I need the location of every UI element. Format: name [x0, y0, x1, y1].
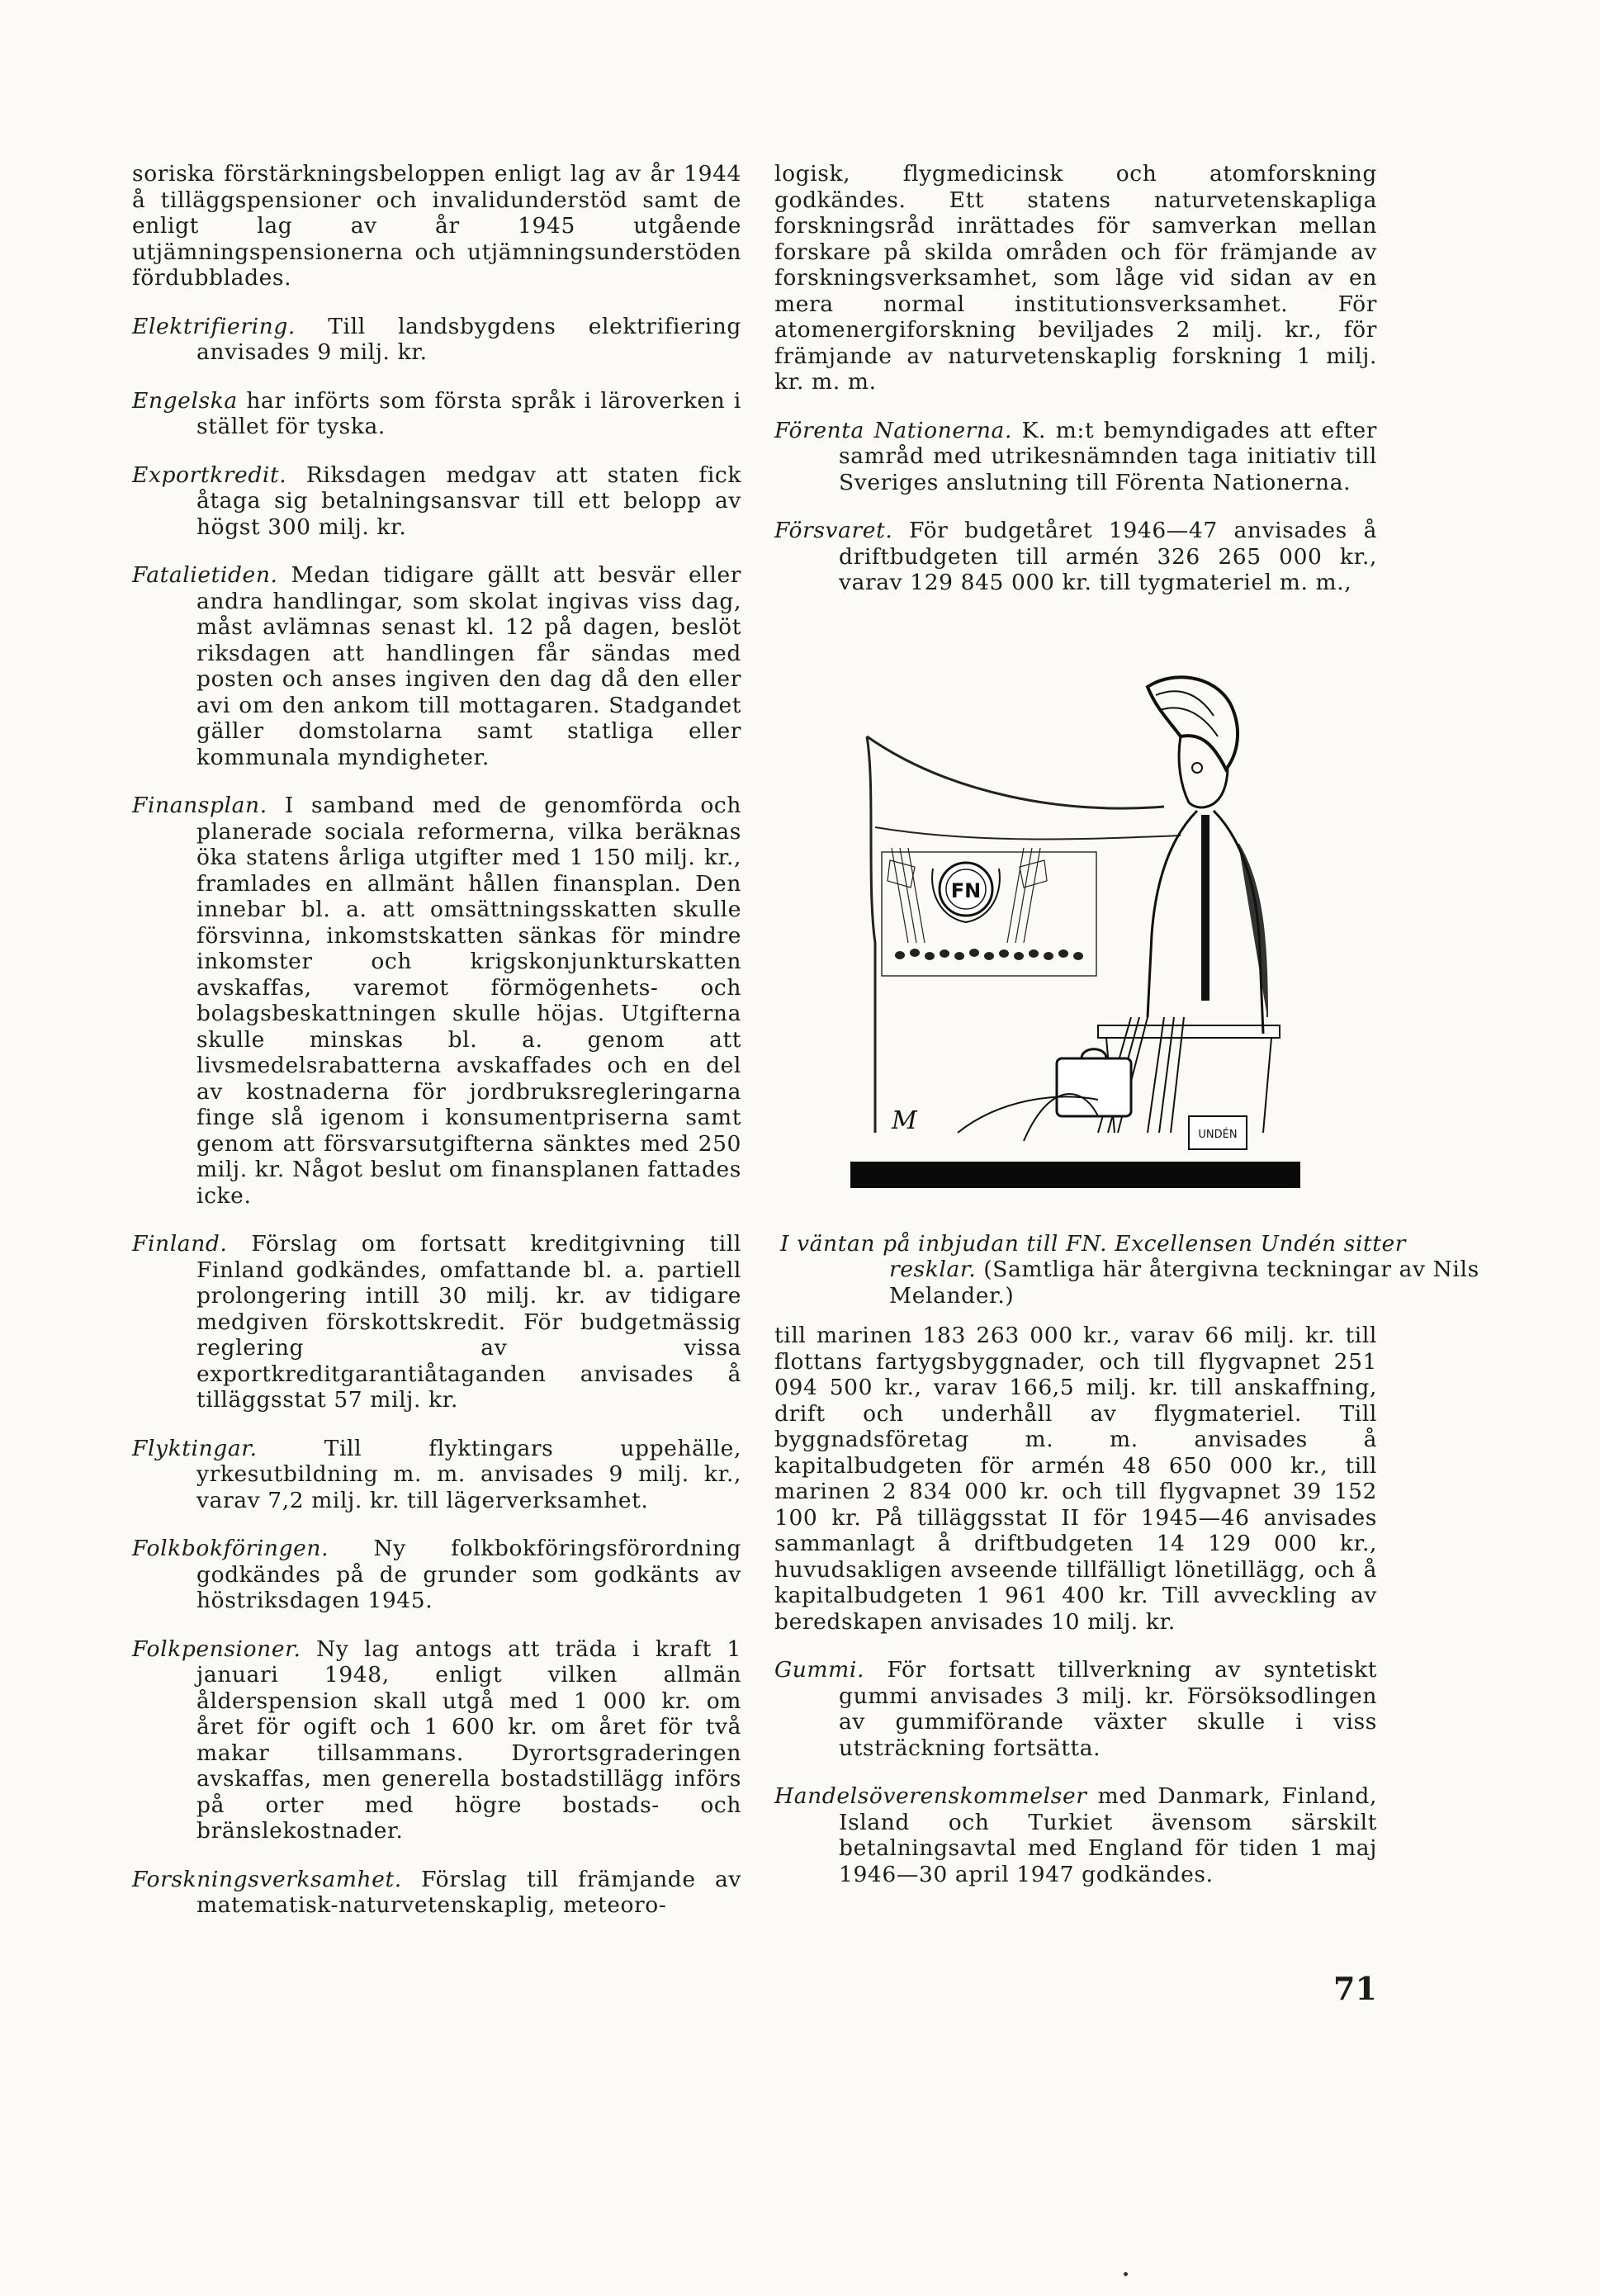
entry-text: K. m:t bemyndigades att efter samråd med utrikesnämnden taga initiativ till Sveriges anslutning till Förenta Nationerna.: [839, 417, 1377, 495]
entry-fatalietiden: [132, 562, 741, 770]
entry-text: Förslag om fortsatt kreditgivning till Finland godkändes, omfattande bl. a. partiell prolongering intill 30 milj. kr. av tidigare medgiven förskottskredit. För budgetmässig reglering av vissa exportkreditgarantiåtaganden anvisades å tilläggsstat 57 milj. kr.: [196, 1231, 741, 1413]
entry-keyword: Exportkredit.: [132, 462, 287, 488]
entry-text: Till landsbygdens elektrifiering anvisades 9 milj. kr.: [196, 313, 741, 365]
entry-forsvaret: [774, 518, 1377, 596]
left-column: [132, 161, 741, 1941]
entry-gummi: [774, 1657, 1377, 1761]
caption-italic: I väntan på inbjudan till FN. Excellensen Undén sitter resklar.: [780, 1230, 1407, 1282]
entry-text: har införts som första språk i läroverken i stället för tyska.: [196, 387, 741, 439]
entry-text: Medan tidigare gällt att besvär eller andra handlingar, som skolat ingivas viss dag, måst avlämnas senast kl. 12 på dagen, beslöt riksdagen att handlingen får sändas med posten och anses ingiven den dag då den eller avi om den ankom till mottagaren. Stadgandet gäller domstolarna samt statliga eller kommunala myndigheter.: [196, 562, 741, 770]
entry-text: med Danmark, Finland, Island och Turkiet ävensom särskilt betalningsavtal med England för tiden 1 maj 1946—30 april 1947 godkändes.: [839, 1783, 1377, 1887]
cartoon-illustration: [850, 670, 1300, 1203]
entry-keyword: Försvaret.: [774, 518, 893, 543]
entry-elektrifiering: [132, 314, 741, 366]
entry-text: Till flyktingars uppehälle, yrkesutbildning m. m. anvisades 9 milj. kr., varav 7,2 milj. kr. till lägerverksamhet.: [196, 1435, 741, 1513]
cartoon-signature: M: [892, 1106, 917, 1135]
entry-keyword: Förenta Nationerna.: [774, 417, 1012, 443]
entry-keyword: Folkbokföringen.: [132, 1536, 329, 1561]
entry-continuation-right: [774, 161, 1377, 395]
entry-keyword: Flyktingar.: [132, 1435, 258, 1461]
entry-keyword: Forskningsverksamhet.: [132, 1866, 402, 1892]
cartoon-caption: [780, 1231, 1484, 1309]
paper-speck: [1124, 2272, 1128, 2276]
entry-keyword: Gummi.: [774, 1657, 864, 1683]
entry-finansplan: [132, 793, 741, 1209]
entry-handelsoverenskommelser: [774, 1783, 1377, 1887]
entry-forenta-nationerna: [774, 418, 1377, 496]
entry-text: Riksdagen medgav att staten fick åtaga sig betalningsansvar till ett belopp av högst 300 milj. kr.: [196, 462, 741, 540]
entry-finland: [132, 1231, 741, 1413]
entry-keyword: Elektrifiering.: [132, 313, 296, 339]
entry-keyword: Handelsöverenskommelser: [774, 1783, 1087, 1809]
entry-keyword: Finland.: [132, 1231, 228, 1257]
cartoon-flag-text: FN: [950, 879, 982, 902]
right-column-bottom: [774, 1323, 1377, 1910]
entry-forsvaret-continued: [774, 1323, 1377, 1635]
entry-keyword: Engelska: [132, 387, 238, 414]
entry-continuation-left: [132, 161, 741, 291]
right-column-top: [774, 161, 1377, 618]
entry-keyword: Fatalietiden.: [132, 562, 278, 588]
entry-folkbokforingen: [132, 1536, 741, 1614]
cartoon-case-text: UNDÉN: [1198, 1129, 1238, 1141]
entry-text: Ny lag antogs att träda i kraft 1 januari 1948, enligt vilken allmän ålderspension skall utgå med 1 000 kr. om året för ogift och 1 600 kr. om året för två makar tillsammans. Dyrortsgraderingen avskaffas, men generella bostadstillägg införs på orter med högre bostads- och bränslekostnader.: [196, 1636, 741, 1844]
page-number: 71: [1333, 1970, 1377, 2007]
entry-forskningsverksamhet: [132, 1867, 741, 1919]
entry-keyword: Finansplan.: [132, 793, 267, 818]
entry-text: Ny folkbokföringsförordning godkändes på de grunder som godkänts av höstriksdagen 1945.: [196, 1536, 741, 1613]
entry-text: För budgetåret 1946—47 anvisades å driftbudgeten till armén 326 265 000 kr., varav 129 845 000 kr. till tygmateriel m. m.,: [839, 518, 1377, 595]
entry-text: logisk, flygmedicinsk och atomforskning godkändes. Ett statens naturvetenskapliga forskningsråd inrättades för samverkan mellan forskare på skilda områden och för främjande av forskningsverksamhet, som låge vid sidan av en mera normal institutionsverksamhet. För atomenergiforskning beviljades 2 milj. kr., för främjande av naturvetenskaplig forskning 1 milj. kr. m. m.: [774, 161, 1377, 395]
caption-plain: (Samtliga här återgivna teckningar av Nils Melander.): [889, 1257, 1479, 1309]
entry-text: Förslag till främjande av matematisk-naturvetenskaplig, meteoro-: [196, 1866, 741, 1918]
entry-keyword: Folkpensioner.: [132, 1636, 301, 1662]
entry-text: För fortsatt tillverkning av syntetiskt gummi anvisades 3 milj. kr. Försöksodlingen av gummiförande växter skulle i viss utsträckning fortsätta.: [839, 1657, 1377, 1761]
entry-engelska: [132, 388, 741, 440]
entry-folkpensioner: [132, 1636, 741, 1844]
entry-text: till marinen 183 263 000 kr., varav 66 milj. kr. till flottans fartygsbyggnader, och till flygvapnet 251 094 500 kr., varav 166,5 milj. kr. till anskaffning, drift och underhåll av flygmateriel. Till byggnadsföretag m. m. anvisades å kapitalbudgeten för armén 48 650 000 kr., till marinen 2 834 000 kr. och till flygvapnet 39 152 100 kr. På tilläggsstat II för 1945—46 anvisades sammanlagt å driftbudgeten 14 129 000 kr., huvudsakligen avseende tillfälligt lönetillägg, och å kapitalbudgeten 1 961 400 kr. Till avveckling av beredskapen anvisades 10 milj. kr.: [774, 1323, 1377, 1635]
entry-text: soriska förstärkningsbeloppen enligt lag av år 1944 å tilläggspensioner och invalidunderstöd samt de enligt lag av år 1945 utgående utjämningspensionerna och utjämningsunderstöden fördubblades.: [132, 161, 741, 291]
entry-exportkredit: [132, 462, 741, 541]
entry-text: I samband med de genomförda och planerade sociala reformerna, vilka beräknas öka statens årliga utgifter med 1 150 milj. kr., framlades en allmänt hållen finansplan. Den innebar bl. a. att omsättningsskatten skulle försvinna, inkomstskatten sänkas för mindre inkomster och krigskonjunkturskatten avskaffas, varemot förmögenhets- och bolagsbeskattningen skulle höjas. Utgifterna skulle minskas bl. a. genom att livsmedelsrabatterna avskaffades och en del av kostnaderna för jordbruksregleringarna finge slå igenom i konsumentpriserna samt genom att försvarsutgifterna sänktes med 250 milj. kr. Något beslut om finansplanen fattades icke.: [196, 793, 741, 1209]
entry-flyktingar: [132, 1436, 741, 1514]
